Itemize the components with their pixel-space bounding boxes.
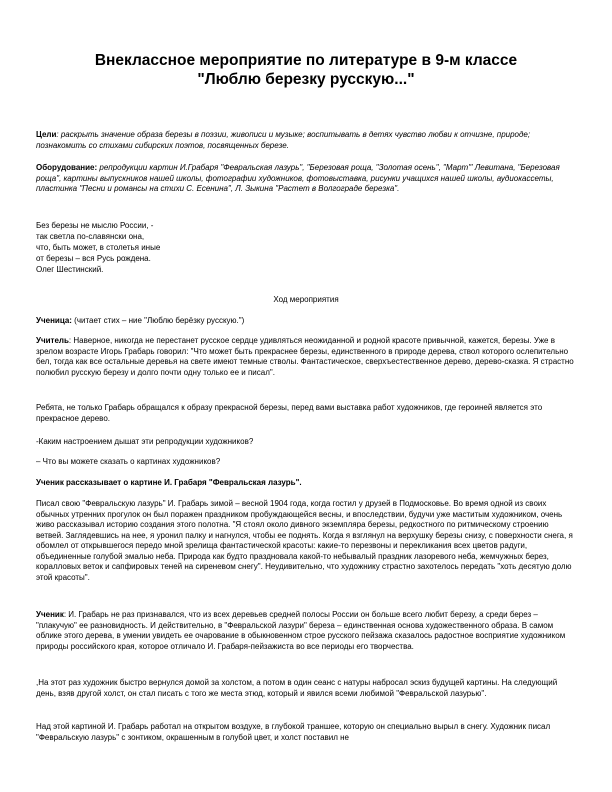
- paragraph: [36, 610, 576, 652]
- epigraph-line: так светла по-славянски она,: [36, 232, 145, 241]
- paragraph: [36, 316, 576, 327]
- paragraph-text: -Каким настроением дышат эти репродукции художников?: [36, 437, 254, 446]
- paragraph: [36, 499, 576, 583]
- section-title: Ход мероприятия: [273, 295, 339, 304]
- page-title: [47, 0, 565, 89]
- epigraph: [36, 220, 576, 275]
- epigraph-author: Олег Шестинский.: [36, 265, 104, 274]
- speaker-label: Ученик рассказывает о картине И. Грабаря "Февральская лазурь".: [36, 478, 302, 487]
- paragraph-text: Над этой картиной И. Грабарь работал на открытом воздухе, в глубокой траншее, которую он специально вырыл в снегу. Художник писал "Февральскую лазурь" с зонтиком, окрашенным в голубой цвет, и холст поставил не: [36, 722, 551, 742]
- speaker-label: Ученик: [36, 610, 64, 619]
- goals-paragraph: [36, 130, 576, 151]
- goals-text: : раскрыть значение образа березы в поэзии, живописи и музыке; воспитывать в детях чувство любви к отчизне, природе; познакомить со стихами сибирских поэтов, посвященных березе.: [36, 130, 531, 150]
- speaker-label: Учитель: [36, 336, 69, 345]
- paragraph: [36, 336, 576, 378]
- paragraph: [36, 678, 576, 699]
- equipment-label: Оборудование:: [36, 163, 98, 172]
- paragraph-text: ,На этот раз художник быстро вернулся домой за холстом, а потом в один сеанс с натуры набросал эскиз будущей картины. На следующий день, взяв другой холст, он стал писать с того же места этюд, который и явился всеми любимой "Февральской лазурью".: [36, 678, 558, 698]
- paragraph-text: Писал свою "Февральскую лазурь" И. Грабарь зимой – весной 1904 года, когда гостил у друзей в Подмосковье. Во время одной из своих обычных утренних прогулок он был поражен праздником пробуждающейся весны, и впоследствии, будучи уже маститым художником, очень живо рассказывал историю создания этого полотна. "Я стоял около дивного экземпляра березы, редкостного по ритмическому строению ветвей. Заглядевшись на нее, я уронил палку и нагнулся, чтобы ее поднять. Когда я взглянул на верхушку березы снизу, с поверхности снега, я обомлел от открывшегося передо мной зрелища фантастической красоты: какие-то перезвоны и перекликания всех цветов радуги, объединенные голубой эмалью неба. Природа как будто праздновала какой-то небывалый праздник лазоревого неба, жемчужных берез, коралловых веток и сапфировых теней на сиреневом снегу". Неудивительно, что художнику страстно захотелось передать "хоть десятую долю этой красоты".: [36, 499, 573, 582]
- equipment-text: репродукции картин И.Грабаря "Февральская лазурь", "Березовая роща, "Золотая осень", "Март"' Левитана, "Березовая роща", картины выпускников нашей школы, фотографии художников, фотовыставка, рисунки учащихся нашей школы, аудиокассеты, пластинка "Песни и романсы на стихи С. Есенина", Л. Зыкина "Растет в Волгограде березка".: [36, 163, 560, 193]
- goals-label: Цели: [36, 130, 57, 139]
- paragraph: [36, 437, 576, 448]
- epigraph-line: Без березы не мыслю России, -: [36, 221, 154, 230]
- equipment-paragraph: [36, 163, 576, 195]
- title-line-2: "Люблю березку русскую...": [197, 71, 415, 88]
- paragraph-text: (читает стих – ние "Люблю берёзку русскую."): [71, 316, 245, 325]
- paragraph-text: : И. Грабарь не раз признавался, что из всех деревьев средней полосы России он больше всего любит березу, а среди берез – "плакучую" ее разновидность. И действительно, в "Февральской лазури" береза – единственная основа художественного образа. В самом облике этого дерева, в умении увидеть ее очарование в обыкновенном строе русского пейзажа сказалось радостное восприятие художником природы российского края, которое отличало И. Грабаря-пейзажиста во все периоды его творчества.: [36, 610, 566, 651]
- paragraph: [36, 403, 576, 424]
- epigraph-line: что, быть может, в столетья иные: [36, 243, 161, 252]
- paragraph: [36, 457, 576, 468]
- speaker-label: Ученица:: [36, 316, 72, 325]
- epigraph-line: от березы – вся Русь рождена.: [36, 254, 151, 263]
- title-line-1: Внеклассное мероприятие по литературе в 9-м классе: [94, 52, 518, 69]
- paragraph-text: : Наверное, никогда не перестанет русское сердце удивляться неожиданной и родной красоте привычной, кажется, березы. Уже в зрелом возрасте Игорь Грабарь говорил: "Что может быть прекраснее березы, единственного в природе дерева, ствол которого ослепительно бел, тогда как все остальные деревья на свете имеют темные стволы. Фантастическое, сверхъестественное дерево, дерево-сказка. Я страстно полюбил русскую березу и долго почти одну только ее и писал".: [36, 336, 574, 377]
- paragraph-text: – Что вы можете сказать о картинах художников?: [36, 457, 221, 466]
- paragraph-text: Ребята, не только Грабарь обращался к образу прекрасной березы, перед вами выставка работ художников, где героиней является это прекрасное дерево.: [36, 403, 543, 423]
- paragraph: [36, 478, 576, 489]
- paragraph: [36, 722, 576, 743]
